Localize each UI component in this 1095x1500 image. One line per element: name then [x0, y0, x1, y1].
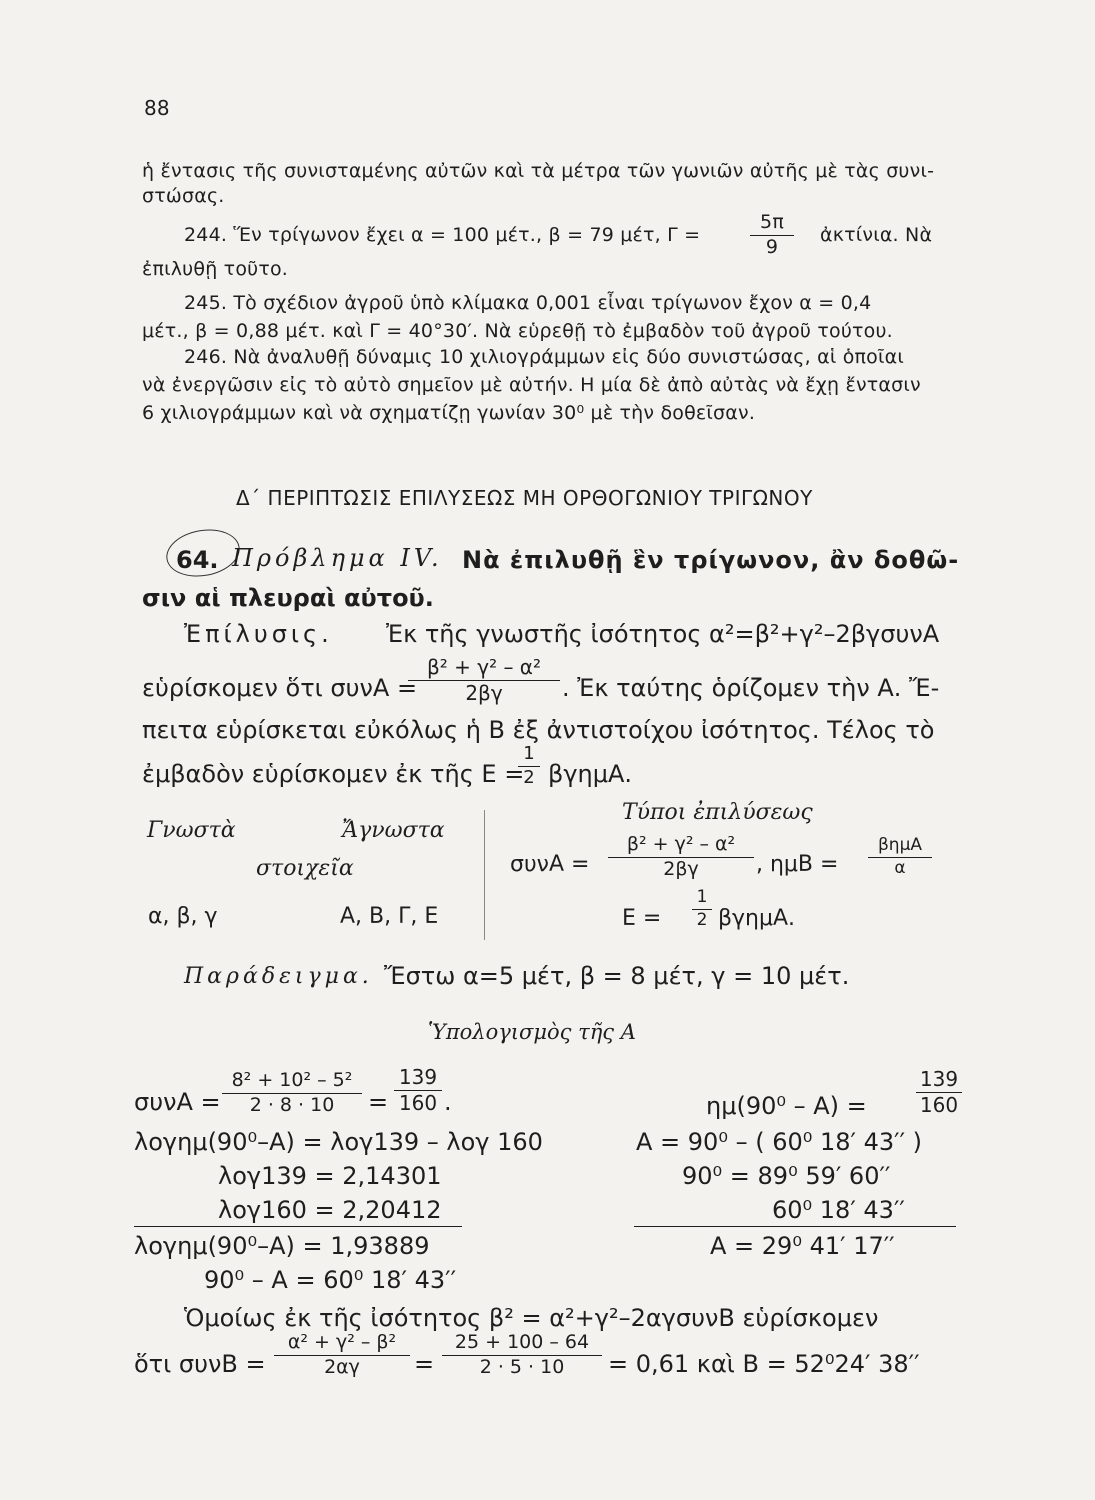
section-heading: Δ΄ ΠΕΡΙΠΤΩΣΙΣ ΕΠΙΛΥΣΕΩΣ ΜΗ ΟΡΘΟΓΩΝΙΟΥ ΤΡΙΓΩΝΟΥ [236, 486, 813, 510]
calc-left-rule [134, 1226, 462, 1227]
exercise-244-fraction [750, 212, 794, 259]
fraction-denominator: 2 · 8 · 10 [249, 1093, 335, 1116]
calc-cos-a-end: . [444, 1088, 452, 1116]
fraction-denominator: 2 [523, 766, 535, 788]
problem-number: 64. [176, 546, 219, 574]
calc-right-rule [634, 1226, 956, 1227]
solution-label: Ἐπίλυσις. [184, 620, 333, 648]
exercise-246-line-2: νὰ ἐνεργῶσιν εἰς τὸ αὐτὸ σημεῖον μὲ αὐτήν. Η μία δὲ ἀπὸ αὐτὰς νὰ ἔχῃ ἔντασιν [142, 374, 921, 396]
table-header-known: Γνωστὰ [147, 818, 236, 843]
fraction-numerator: 1 [696, 887, 708, 907]
similarly-pre: ὅτι συνΒ = [134, 1350, 266, 1378]
calc-cos-a-fraction-2 [394, 1066, 442, 1115]
intro-line-1: ἡ ἔντασις τῆς συνισταμένης αὐτῶν καὶ τὰ μέτρα τῶν γωνιῶν αὐτῆς μὲ τὰς συνι- [142, 160, 935, 182]
fraction-denominator: α [894, 857, 906, 878]
fraction-denominator: 9 [765, 235, 779, 258]
calc-right-line-4: Α = 29⁰ 41′ 17′′ [710, 1232, 895, 1260]
exercise-244-after: ἀκτίνια. Νὰ [820, 224, 933, 246]
similarly-fraction-2 [442, 1332, 602, 1379]
solution-line-2-post: . Ἐκ ταύτης ὁρίζομεν τὴν Α. Ἔ- [562, 674, 940, 702]
table-unknown-values: Α, Β, Γ, Ε [340, 904, 439, 929]
calc-right-line-1: Α = 90⁰ – ( 60⁰ 18′ 43′′ ) [636, 1128, 923, 1156]
exercise-244-line-2: ἐπιλυθῇ τοῦτο. [142, 258, 289, 280]
problem-label: Πρόβλημα IV. [232, 544, 443, 572]
table-header-formulas: Τύποι ἐπιλύσεως [622, 800, 813, 825]
calc-right-line-3: 60⁰ 18′ 43′′ [772, 1196, 905, 1224]
exercise-245-line-1: 245. Τὸ σχέδιον ἀγροῦ ὑπὸ κλίμακα 0,001 εἶναι τρίγωνον ἔχον α = 0,4 [184, 292, 872, 314]
fraction-numerator: β² + γ² – α² [426, 655, 542, 679]
table-formula-3-post: βγημΑ. [718, 906, 796, 931]
calc-cos-a-pre: συνΑ = [134, 1088, 221, 1116]
exercise-245-line-2: μέτ., β = 0,88 μέτ. καὶ Γ = 40°30′. Νὰ εὑρεθῇ τὸ ἐμβαδὸν τοῦ ἀγροῦ τούτου. [142, 320, 893, 342]
fraction-numerator: βημΑ [877, 835, 923, 855]
table-formula-1-pre: συνΑ = [510, 852, 590, 877]
fraction-numerator: 1 [523, 743, 535, 764]
example-text: Ἔστω α=5 μέτ, β = 8 μέτ, γ = 10 μέτ. [384, 962, 850, 990]
calc-left-line-1: λογημ(90⁰–Α) = λογ139 – λογ 160 [134, 1128, 543, 1156]
exercise-246-line-1: 246. Νὰ ἀναλυθῇ δύναμις 10 χιλιογράμμων εἰς δύο συνιστώσας, αἱ ὁποῖαι [184, 346, 904, 368]
fraction-numerator: 8² + 10² – 5² [231, 1069, 353, 1091]
half-fraction [518, 744, 540, 788]
cos-a-formula-fraction [408, 656, 560, 705]
similarly-post: = 0,61 καὶ Β = 52⁰24′ 38′′ [608, 1350, 920, 1378]
solution-line-4-pre: ἐμβαδὸν εὑρίσκομεν ἐκ τῆς Ε = [142, 760, 525, 788]
solution-line-1: Ἐκ τῆς γνωστῆς ἰσότητος α²=β²+γ²–2βγσυνΑ [386, 620, 940, 648]
calc-sin-pre: ημ(90⁰ – Α) = [706, 1092, 867, 1120]
fraction-denominator: 2 · 5 · 10 [479, 1355, 565, 1378]
fraction-numerator: 139 [398, 1065, 438, 1089]
fraction-denominator: 2βγ [663, 857, 699, 880]
exercise-246-line-3: 6 χιλιογράμμων καὶ νὰ σχηματίζῃ γωνίαν 30⁰ μὲ τὴν δοθεῖσαν. [142, 402, 756, 424]
calc-sin-fraction [916, 1068, 962, 1117]
solution-line-3: πειτα εὑρίσκεται εὐκόλως ἡ Β ἐξ ἀντιστοίχου ἰσότητος. Τέλος τὸ [142, 716, 935, 744]
table-formula-2-pre: , ημΒ = [756, 852, 839, 877]
example-subheading: Ὑπολογισμὸς τῆς Α [428, 1020, 636, 1044]
fraction-denominator: 160 [919, 1093, 959, 1117]
fraction-denominator: 2αγ [324, 1355, 360, 1378]
intro-line-2: στώσας. [142, 185, 225, 207]
fraction-denominator: 2βγ [465, 681, 503, 705]
fraction-denominator: 2 [696, 909, 708, 930]
table-formula-2-fraction [868, 836, 932, 878]
solution-line-4-post: βγημΑ. [548, 760, 633, 788]
fraction-numerator: β² + γ² – α² [626, 833, 736, 855]
exercise-244-text: 244. Ἕν τρίγωνον ἔχει α = 100 μέτ., β = 79 μέτ, Γ = [184, 224, 701, 246]
calc-left-line-3: λογ160 = 2,20412 [218, 1196, 442, 1224]
table-divider [484, 810, 485, 940]
table-header-unknown: Ἄγνωστα [342, 818, 445, 843]
table-formula-1-fraction [608, 834, 754, 881]
fraction-numerator: 139 [919, 1067, 959, 1091]
fraction-denominator: 160 [398, 1091, 438, 1115]
problem-statement-1: Νὰ ἐπιλυθῇ ἓν τρίγωνον, ἂν δοθῶ- [462, 546, 960, 574]
calc-right-line-2: 90⁰ = 89⁰ 59′ 60′′ [682, 1162, 891, 1190]
similarly-equals: = [414, 1350, 435, 1378]
calc-left-line-2: λογ139 = 2,14301 [218, 1162, 442, 1190]
calc-left-line-5: 90⁰ – Α = 60⁰ 18′ 43′′ [204, 1266, 457, 1294]
calc-cos-a-equals: = [368, 1088, 389, 1116]
page-number: 88 [144, 96, 170, 120]
example-label: Παράδειγμα. [184, 964, 373, 989]
calc-cos-a-fraction-1 [222, 1070, 362, 1117]
table-header-unknown-elements: στοιχεῖα [256, 856, 354, 881]
fraction-numerator: 5π [760, 211, 784, 233]
fraction-numerator: 25 + 100 – 64 [454, 1331, 590, 1353]
table-known-values: α, β, γ [148, 904, 218, 929]
problem-statement-2: σιν αἱ πλευραὶ αὐτοῦ. [142, 584, 434, 612]
solution-line-2-pre: εὑρίσκομεν ὅτι συνΑ = [142, 674, 418, 702]
fraction-numerator: α² + γ² – β² [287, 1331, 397, 1353]
table-formula-3-fraction [692, 888, 712, 930]
similarly-line-1: Ὁμοίως ἐκ τῆς ἰσότητος β² = α²+γ²–2αγσυνΒ εὑρίσκομεν [184, 1304, 879, 1332]
table-formula-3-pre: Ε = [622, 906, 662, 931]
calc-left-line-4: λογημ(90⁰–Α) = 1,93889 [134, 1232, 430, 1260]
similarly-fraction-1 [274, 1332, 410, 1379]
